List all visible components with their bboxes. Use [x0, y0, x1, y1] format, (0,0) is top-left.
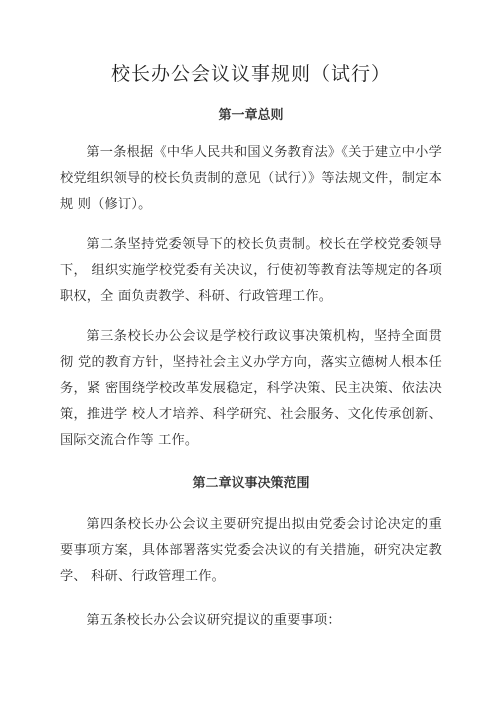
article-paragraph: 第一条根据《中华人民共和国义务教育法》《关于建立中小学 校党组织领导的校长负责制的意见（试行）》等法规文件，制定本规 则（修订）。 — [60, 145, 442, 212]
chapter-1 — [60, 106, 442, 454]
chapter-heading: 第一章总则 — [218, 108, 284, 123]
chapter-2 — [60, 474, 442, 634]
chapter-heading: 第二章议事决策范围 — [192, 476, 310, 491]
article-paragraph: 第四条校长办公会议主要研究提出拟由党委会讨论决定的重 要事项方案，具体部署落实党委会决议的有关措施，研究决定教学、 科研、行政管理工作。 — [60, 517, 442, 584]
document-title: 校长办公会议议事规则（试行） — [110, 63, 391, 85]
article-paragraph: 第二条坚持党委领导下的校长负责制。校长在学校党委领导下， 组织实施学校党委有关决议，行使初等教育法等规定的各项职权，全 面负责教学、科研、行政管理工作。 — [60, 237, 442, 304]
article-paragraph: 第三条校长办公会议是学校行政议事决策机构，坚持全面贯彻 党的教育方针，坚持社会主义办学方向，落实立德树人根本任务，紧 密围绕学校改革发展稳定，科学决策、民主决策、依法决策，推进学 校人才培养、科学研究、社会服务、文化传承创新、国际交流合作等 工作。 — [60, 329, 442, 448]
article-paragraph: 第五条校长办公会议研究提议的重要事项： — [86, 613, 341, 628]
